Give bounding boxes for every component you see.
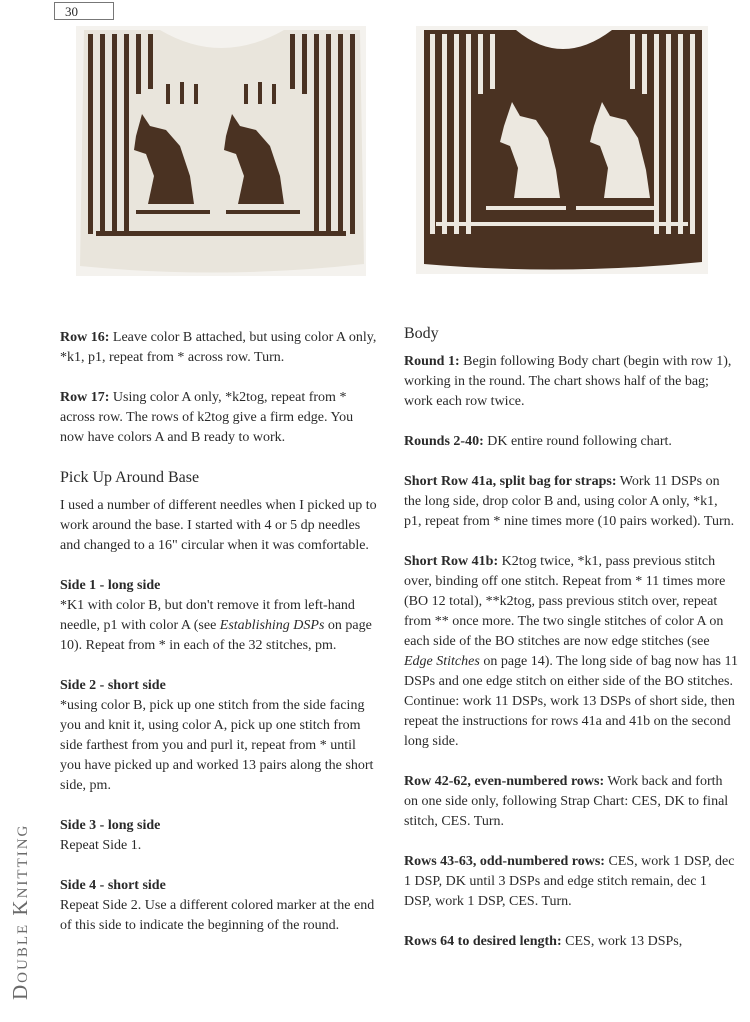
side-4-text: Repeat Side 2. Use a different colored marker at the end of this side to indicate the beginning of the round.	[60, 898, 375, 933]
side-1-text: *K1 with color B, but don't remove it from left-hand needle, p1 with color A (see Establishing DSPs on page 10). Repeat from * in each of the 32 stitches, pm.	[60, 598, 372, 653]
side-3-text: Repeat Side 1.	[60, 838, 142, 853]
side-1-title: Side 1 - long side	[60, 578, 161, 593]
right-column	[404, 324, 738, 952]
rows-43-63: Rows 43-63, odd-numbered rows: CES, work 1 DSP, dec 1 DSP, DK until 3 DSPs and edge stitch remain, dec 1 DSP, work 1 DSP, CES. Turn.	[404, 854, 735, 909]
side-4-title: Side 4 - short side	[60, 878, 166, 893]
short-row-41a: Short Row 41a, split bag for straps: Work 11 DSPs on the long side, drop color B and, using color A only, *k1, p1, repeat from * nine times more (10 pairs worked). Turn.	[404, 474, 735, 529]
side-1	[60, 576, 378, 656]
page-number: 30	[54, 2, 114, 20]
rounds-2-40: Rounds 2-40: DK entire round following chart.	[404, 434, 672, 449]
pickup-text: I used a number of different needles when I picked up to work around the base. I started with 4 or 5 dp needles and changed to a 16" circular when it was comfortable.	[60, 498, 377, 553]
side-2	[60, 676, 378, 796]
short-row-41b: Short Row 41b: K2tog twice, *k1, pass previous stitch over, binding off one stitch. Repeat from * 11 times more (BO 12 total), **k2tog, pass previous stitch over, repeat from ** once more. The two single stitches of color A on each side of the BO stitches are now edge stitches (see Edge Stitches on page 14). The long side of bag now has 11 DSPs and one edge stitch on either side of the BO stitches. Continue: work 11 DSPs, work 13 DSPs of short side, then repeat the instructions for rows 41a and 41b on the second long side.	[404, 554, 738, 749]
body-heading: Body	[404, 325, 439, 342]
round-1: Round 1: Begin following Body chart (begin with row 1), working in the round. The chart shows half of the bag; work each row twice.	[404, 354, 732, 409]
pickup-heading: Pick Up Around Base	[60, 469, 200, 486]
row-16: Row 16: Leave color B attached, but using color A only, *k1, p1, repeat from * across row. Turn.	[60, 330, 377, 365]
side-3	[60, 816, 378, 856]
side-3-title: Side 3 - long side	[60, 818, 161, 833]
knitted-bag-photo-brown	[416, 26, 708, 274]
left-column	[60, 328, 378, 936]
row-42-62: Row 42-62, even-numbered rows: Work back and forth on one side only, following Strap Chart: CES, DK to final stitch, CES. Turn.	[404, 774, 729, 829]
rows-64: Rows 64 to desired length: CES, work 13 DSPs,	[404, 934, 683, 949]
side-2-title: Side 2 - short side	[60, 678, 166, 693]
side-4	[60, 876, 378, 936]
knitted-bag-photo-cream	[76, 26, 366, 276]
side-section-title: Double Knitting	[8, 823, 32, 1000]
side-2-text: *using color B, pick up one stitch from the side facing you and knit it, using color A, pick up one stitch from side farthest from you and purl it, repeat from * until you have picked up and worked 13 pairs along the short side, pm.	[60, 698, 374, 793]
row-17: Row 17: Using color A only, *k2tog, repeat from * across row. The rows of k2tog give a firm edge. You now have colors A and B ready to work.	[60, 390, 354, 445]
